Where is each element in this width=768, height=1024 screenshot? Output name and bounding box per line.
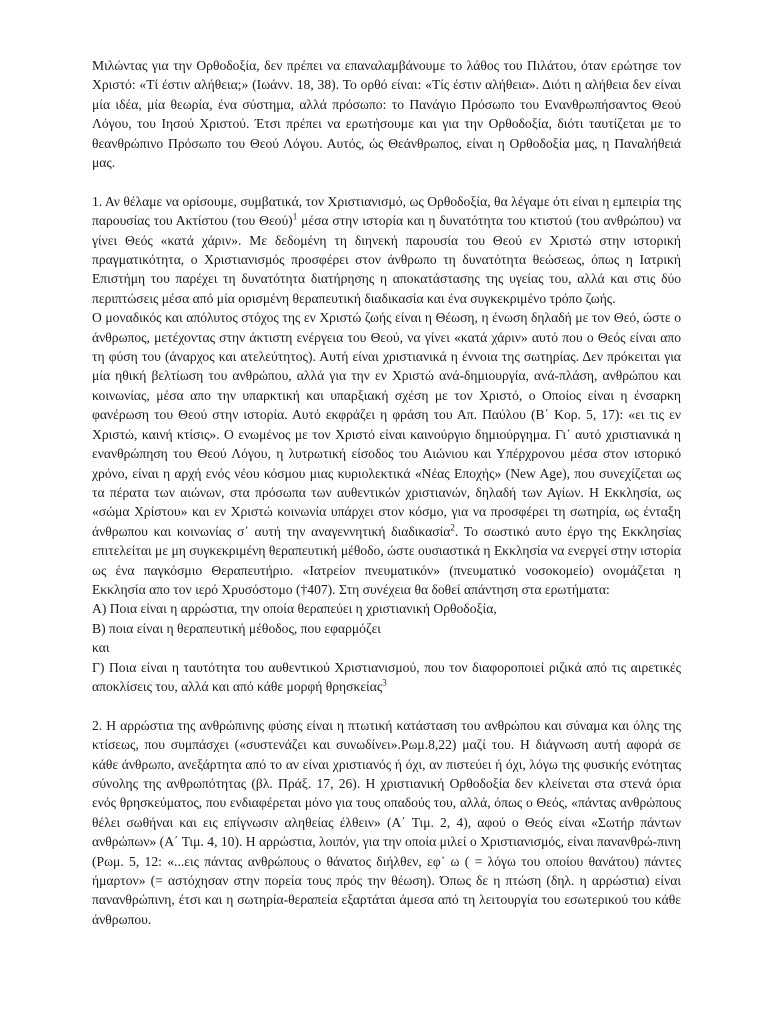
- paragraph-gap: [92, 172, 681, 191]
- footnote-ref-2[interactable]: 2: [450, 522, 455, 533]
- paragraph-gap: [92, 696, 681, 715]
- question-b: Β) ποια είναι η θεραπευτική μέθοδος, που εφαρμόζει: [92, 620, 381, 636]
- question-connector: και: [92, 640, 110, 656]
- question-c: Γ) Ποια είναι η ταυτότητα του αυθεντικού Χριστιανισμού, που τον διαφοροποιεί ριζικά από τις αιρετικές αποκλίσεις του, αλλά και από κάθε μορφή θρησκείας$^3$: [92, 659, 681, 694]
- section-2-paragraph: 2. Η αρρώστια της ανθρώπινης φύσης είναι η πτωτική κατάσταση του ανθρώπου και σύναμα και όλης της κτίσεως, που συμπάσχει («συστενάζει και συνωδίνει».Ρωμ.8,22) μαζί του. Η διάγνωση αυτή αφορά σε κάθε άνθρωπο, ανεξάρτητα από το αν είναι χριστιανός ή όχι, αν πιστεύει ή όχι, λόγω της φυσικής ενότητας σύνολης της ανθρωπότητας (βλ. Πράξ. 17, 26). Η χριστιανική Ορθοδοξία δεν κλείνεται στα στενά όρια ενός θρησκεύματος, που ενδιαφέρεται μόνο για τους οπαδούς του, αλλά, όπως ο Θεός, «πάντας ανθρώπους θέλει σωθήναι και εις επίγνωσιν αληθείας έλθειν» (Α΄ Τιμ. 2, 4), αφού ο Θεός είναι «Σωτήρ πάντων ανθρώπων» (Α΄ Τιμ. 4, 10). Η αρρώστια, λοιπόν, για την οποία μιλεί ο Χριστιανισμός, είναι πανανθρώ-πινη (Ρωμ. 5, 12: «...εις πάντας ανθρώπους ο θάνατος διήλθεν, εφ᾽ ω ( = λόγω του οποίου θανάτου) πάντες ήμαρτον» (= αστόχησαν στην πορεία τους πρός την θέωση). Όπως δε η πτώση (δηλ. η αρρώστια) είναι πανανθρώπινη, έτσι και η σωτηρία-θεραπεία εξαρτάται άμεσα από τη λειτουργία του εσωτερικού του κάθε άνθρωπου.: [92, 717, 681, 927]
- section-1-second-paragraph: Ο μοναδικός και απόλυτος στόχος της εν Χριστώ ζωής είναι η Θέωση, η ένωση δηλαδή με τον Θεό, ώστε ο άνθρωπος, μετέχοντας στην άκτιστη ενέργεια του Θεού, να γίνει «κατά χάριν» αυτό που ο Θεός είναι απο τη φύση του (άναρχος και ατελεύτητος). Αυτή είναι χριστιανικά η έννοια της σωτηρίας. Δεν πρόκειται για μία ηθική βελτίωση του ανθρώπου, αλλά για την εν Χριστώ ανά-δημιουργία, ανά-πλάση, ανθρώπου και κοινωνίας, μέσα απο την υπαρκτική και υπαρξιακή σχέση με τον Χριστό, ο Οποίος είναι η ένσαρκη φανέρωση του Θεού στην ιστορία. Αυτό εκφράζει η φράση του Απ. Παύλου (Β΄ Κορ. 5, 17): «ει τις εν Χριστώ, καινή κτίσις». Ο ενωμένος με τον Χριστό είναι καινούργιο δημιούργημα. Γι᾽ αυτό χριστιανικά η ενανθρώπηση του Θεού Λόγου, η λυτρωτική είσοδος του Αιώνιου και Υπέρχρονου μέσα στον ιστορικό χρόνο, είναι η αρχή ενός νέου κόσμου μιας κυριολεκτικά «Νέας Εποχής» (New Age), που συνεχίζεται ως τα πέρατα των αιώνων, στα πρόσωπα των αυθεντικών χριστιανών, δηλαδή των Αγίων. Η Εκκλησία, ως «σώμα Χρίστου» και εν Χριστώ κοινωνία υπάρχει στον κόσμο, για να προσφέρει τη σωτηρία, ως ένταξη άνθρωπου και κοινωνίας σ᾽ αυτή την αναγεννητική διαδικασία$^2$. Το σωστικό αυτο έργο της Εκκλησίας επιτελείται με μη συγκεκριμένη θεραπευτική μέθοδο, ώστε ουσιαστικά η Εκκλησία να ενεργεί στην ιστορία ως ένα παγκόσμιο Θεραπευτήριο. «Ιατρείον πνευματικόν» (πνευματικό νοσοκομείο) ονομάζεται η Εκκλησία απο τον ιερό Χρυσόστομο (†407). Στη συνέχεια θα δοθεί απάντηση στα ερωτήματα:: [92, 310, 682, 597]
- section-1-paragraph: 1. Αν θέλαμε να ορίσουμε, συμβατικά, τον Χριστιανισμό, ως Ορθοδοξία, θα λέγαμε ότι είναι η εμπειρία της παρουσίας του Ακτίστου (του Θεού)$^1$ μέσα στην ιστορία και η δυνατότητα του κτιστού (του ανθρώπου) να γίνει Θεός «κατά χάριν». Με δεδομένη τη διηνεκή παρουσία του Θεού εν Χριστώ στην ιστορική πραγματικότητα, ο Χριστιανισμός προσφέρει στον άνθρωπο τη δυνατότητα θεώσεως, όπως η Ιατρική Επιστήμη του παρέχει τη δυνατότητα διατήρησης η αποκατάστασης της υγείας του, αλλά και στις δύο περιπτώσεις μέσα από μία ορισμένη θεραπευτική διαδικασία και ένα συγκεκριμένο τρόπο ζωής.: [92, 193, 681, 306]
- question-a: Α) Ποια είναι η αρρώστια, την οποία θεραπεύει η χριστιανική Ορθοδοξία,: [92, 601, 497, 617]
- footnote-ref-1[interactable]: 1: [292, 211, 298, 222]
- footnote-ref-3[interactable]: 3: [382, 677, 387, 688]
- intro-paragraph: Μιλώντας για την Ορθοδοξία, δεν πρέπει να επαναλαμβάνουμε το λάθος του Πιλάτου, όταν ερώτησε τον Χριστό: «Τί έστιν αλήθεια;» (Ιωάνν. 18, 38). Το ορθό είναι: «Τίς έστιν αλήθεια». Διότι η αλήθεια δεν είναι μία ιδέα, μία θεωρία, ένα σύστημα, αλλά πρόσωπο: το Πανάγιο Πρόσωπο του Ενανθρωπήσαντος Θεού Λόγου, του Ιησού Χριστού. Έτσι πρέπει να ερωτήσουμε και για την Ορθοδοξία, διότι ταυτίζεται με το θεανθρώπινο Πρόσωπο του Θεού Λόγου. Αυτός, ώς Θεάνθρωπος, είναι η Ορθοδοξία μας, η Παναλήθειά μας.: [92, 58, 681, 171]
